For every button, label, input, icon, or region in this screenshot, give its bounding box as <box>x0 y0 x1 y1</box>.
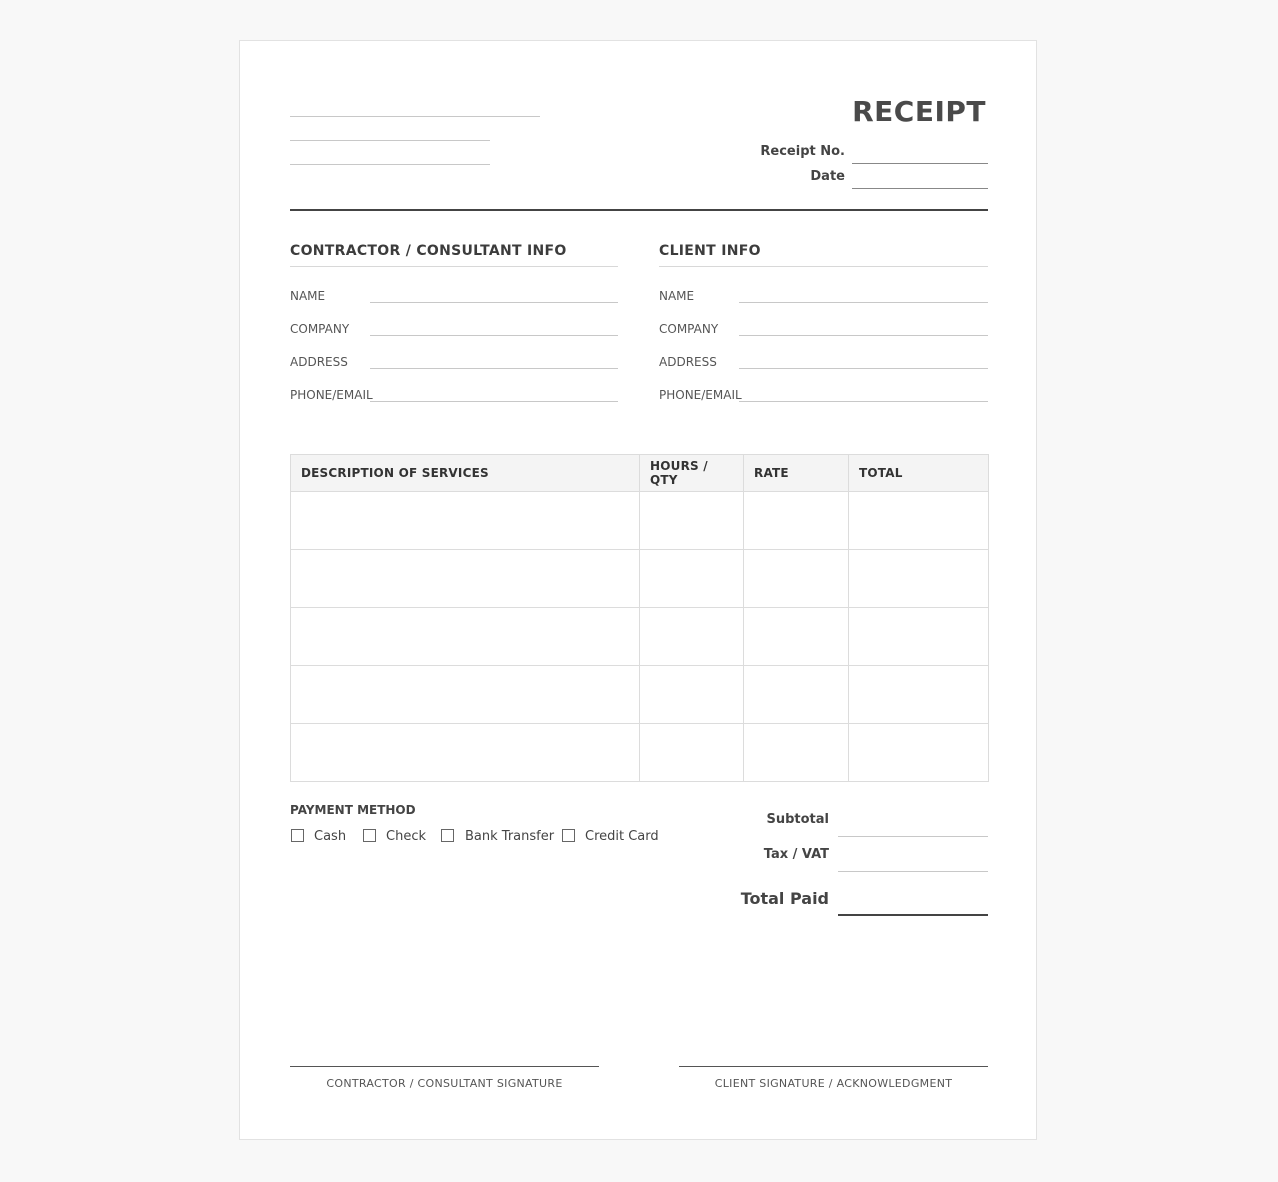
table-row <box>291 608 989 666</box>
contractor-signature-label: CONTRACTOR / CONSULTANT SIGNATURE <box>326 1077 563 1090</box>
contractor-company-field[interactable] <box>370 335 618 336</box>
bank-transfer-label[interactable]: Bank Transfer <box>465 829 555 844</box>
date-label: Date <box>810 169 845 184</box>
tax-vat-label: Tax / VAT <box>763 847 829 862</box>
hours-qty-cell[interactable] <box>640 724 744 782</box>
contractor-section-rule <box>290 266 618 267</box>
client-section-title: CLIENT INFO <box>659 243 761 259</box>
business-contact-line[interactable] <box>290 164 490 165</box>
total-cell[interactable] <box>849 724 989 782</box>
client-name-label: NAME <box>659 289 695 303</box>
contractor-name-label: NAME <box>290 289 326 303</box>
total-cell[interactable] <box>849 666 989 724</box>
contractor-phone-email-field[interactable] <box>370 401 618 402</box>
contractor-name-field[interactable] <box>370 302 618 303</box>
client-signature-label: CLIENT SIGNATURE / ACKNOWLEDGMENT <box>714 1077 953 1090</box>
table-header-row <box>291 455 989 492</box>
business-name-line[interactable] <box>290 116 540 117</box>
credit-card-checkbox[interactable] <box>562 829 575 842</box>
client-name-field[interactable] <box>739 302 988 303</box>
check-label[interactable]: Check <box>386 829 426 844</box>
receipt-title: RECEIPT <box>852 95 986 128</box>
table-row <box>291 666 989 724</box>
description-cell[interactable] <box>291 724 640 782</box>
description-cell[interactable] <box>291 550 640 608</box>
hours-qty-cell[interactable] <box>640 550 744 608</box>
tax-vat-field[interactable] <box>838 871 988 872</box>
table-row <box>291 492 989 550</box>
rate-cell[interactable] <box>744 666 849 724</box>
client-company-field[interactable] <box>739 335 988 336</box>
table-row <box>291 550 989 608</box>
contractor-signature-line[interactable] <box>290 1066 599 1067</box>
total-paid-label: Total Paid <box>740 889 829 908</box>
rate-cell[interactable] <box>744 550 849 608</box>
total-cell[interactable] <box>849 608 989 666</box>
contractor-address-field[interactable] <box>370 368 618 369</box>
rate-cell[interactable] <box>744 724 849 782</box>
description-header: DESCRIPTION OF SERVICES <box>291 455 640 492</box>
business-address-line[interactable] <box>290 140 490 141</box>
client-signature-line[interactable] <box>679 1066 988 1067</box>
client-phone-email-field[interactable] <box>739 401 988 402</box>
rate-cell[interactable] <box>744 492 849 550</box>
date-field[interactable] <box>852 188 988 189</box>
cash-label[interactable]: Cash <box>314 829 347 844</box>
client-company-label: COMPANY <box>659 322 719 336</box>
total-cell[interactable] <box>849 492 989 550</box>
table-row <box>291 724 989 782</box>
services-table <box>290 454 989 782</box>
contractor-address-label: ADDRESS <box>290 355 348 369</box>
total-cell[interactable] <box>849 550 989 608</box>
hours-qty-cell[interactable] <box>640 666 744 724</box>
rate-cell[interactable] <box>744 608 849 666</box>
description-cell[interactable] <box>291 608 640 666</box>
payment-method-title: PAYMENT METHOD <box>290 803 416 817</box>
header-divider <box>290 209 988 211</box>
total-header: TOTAL <box>849 455 989 492</box>
check-checkbox[interactable] <box>363 829 376 842</box>
contractor-phone-email-label: PHONE/EMAIL <box>290 388 373 402</box>
total-paid-field[interactable] <box>838 914 988 916</box>
receipt-no-field[interactable] <box>852 163 988 164</box>
rate-header: RATE <box>744 455 849 492</box>
client-phone-email-label: PHONE/EMAIL <box>659 388 742 402</box>
credit-card-label[interactable]: Credit Card <box>585 829 659 844</box>
cash-checkbox[interactable] <box>291 829 304 842</box>
contractor-section-title: CONTRACTOR / CONSULTANT INFO <box>290 243 567 259</box>
description-cell[interactable] <box>291 666 640 724</box>
hours-qty-cell[interactable] <box>640 608 744 666</box>
description-cell[interactable] <box>291 492 640 550</box>
client-address-label: ADDRESS <box>659 355 717 369</box>
receipt-no-label: Receipt No. <box>760 144 845 159</box>
contractor-company-label: COMPANY <box>290 322 350 336</box>
bank-transfer-checkbox[interactable] <box>441 829 454 842</box>
subtotal-field[interactable] <box>838 836 988 837</box>
hours-qty-cell[interactable] <box>640 492 744 550</box>
client-section-rule <box>659 266 988 267</box>
client-address-field[interactable] <box>739 368 988 369</box>
subtotal-label: Subtotal <box>766 812 829 827</box>
receipt-page <box>239 40 1037 1140</box>
hours-qty-header: HOURS / QTY <box>640 455 744 492</box>
